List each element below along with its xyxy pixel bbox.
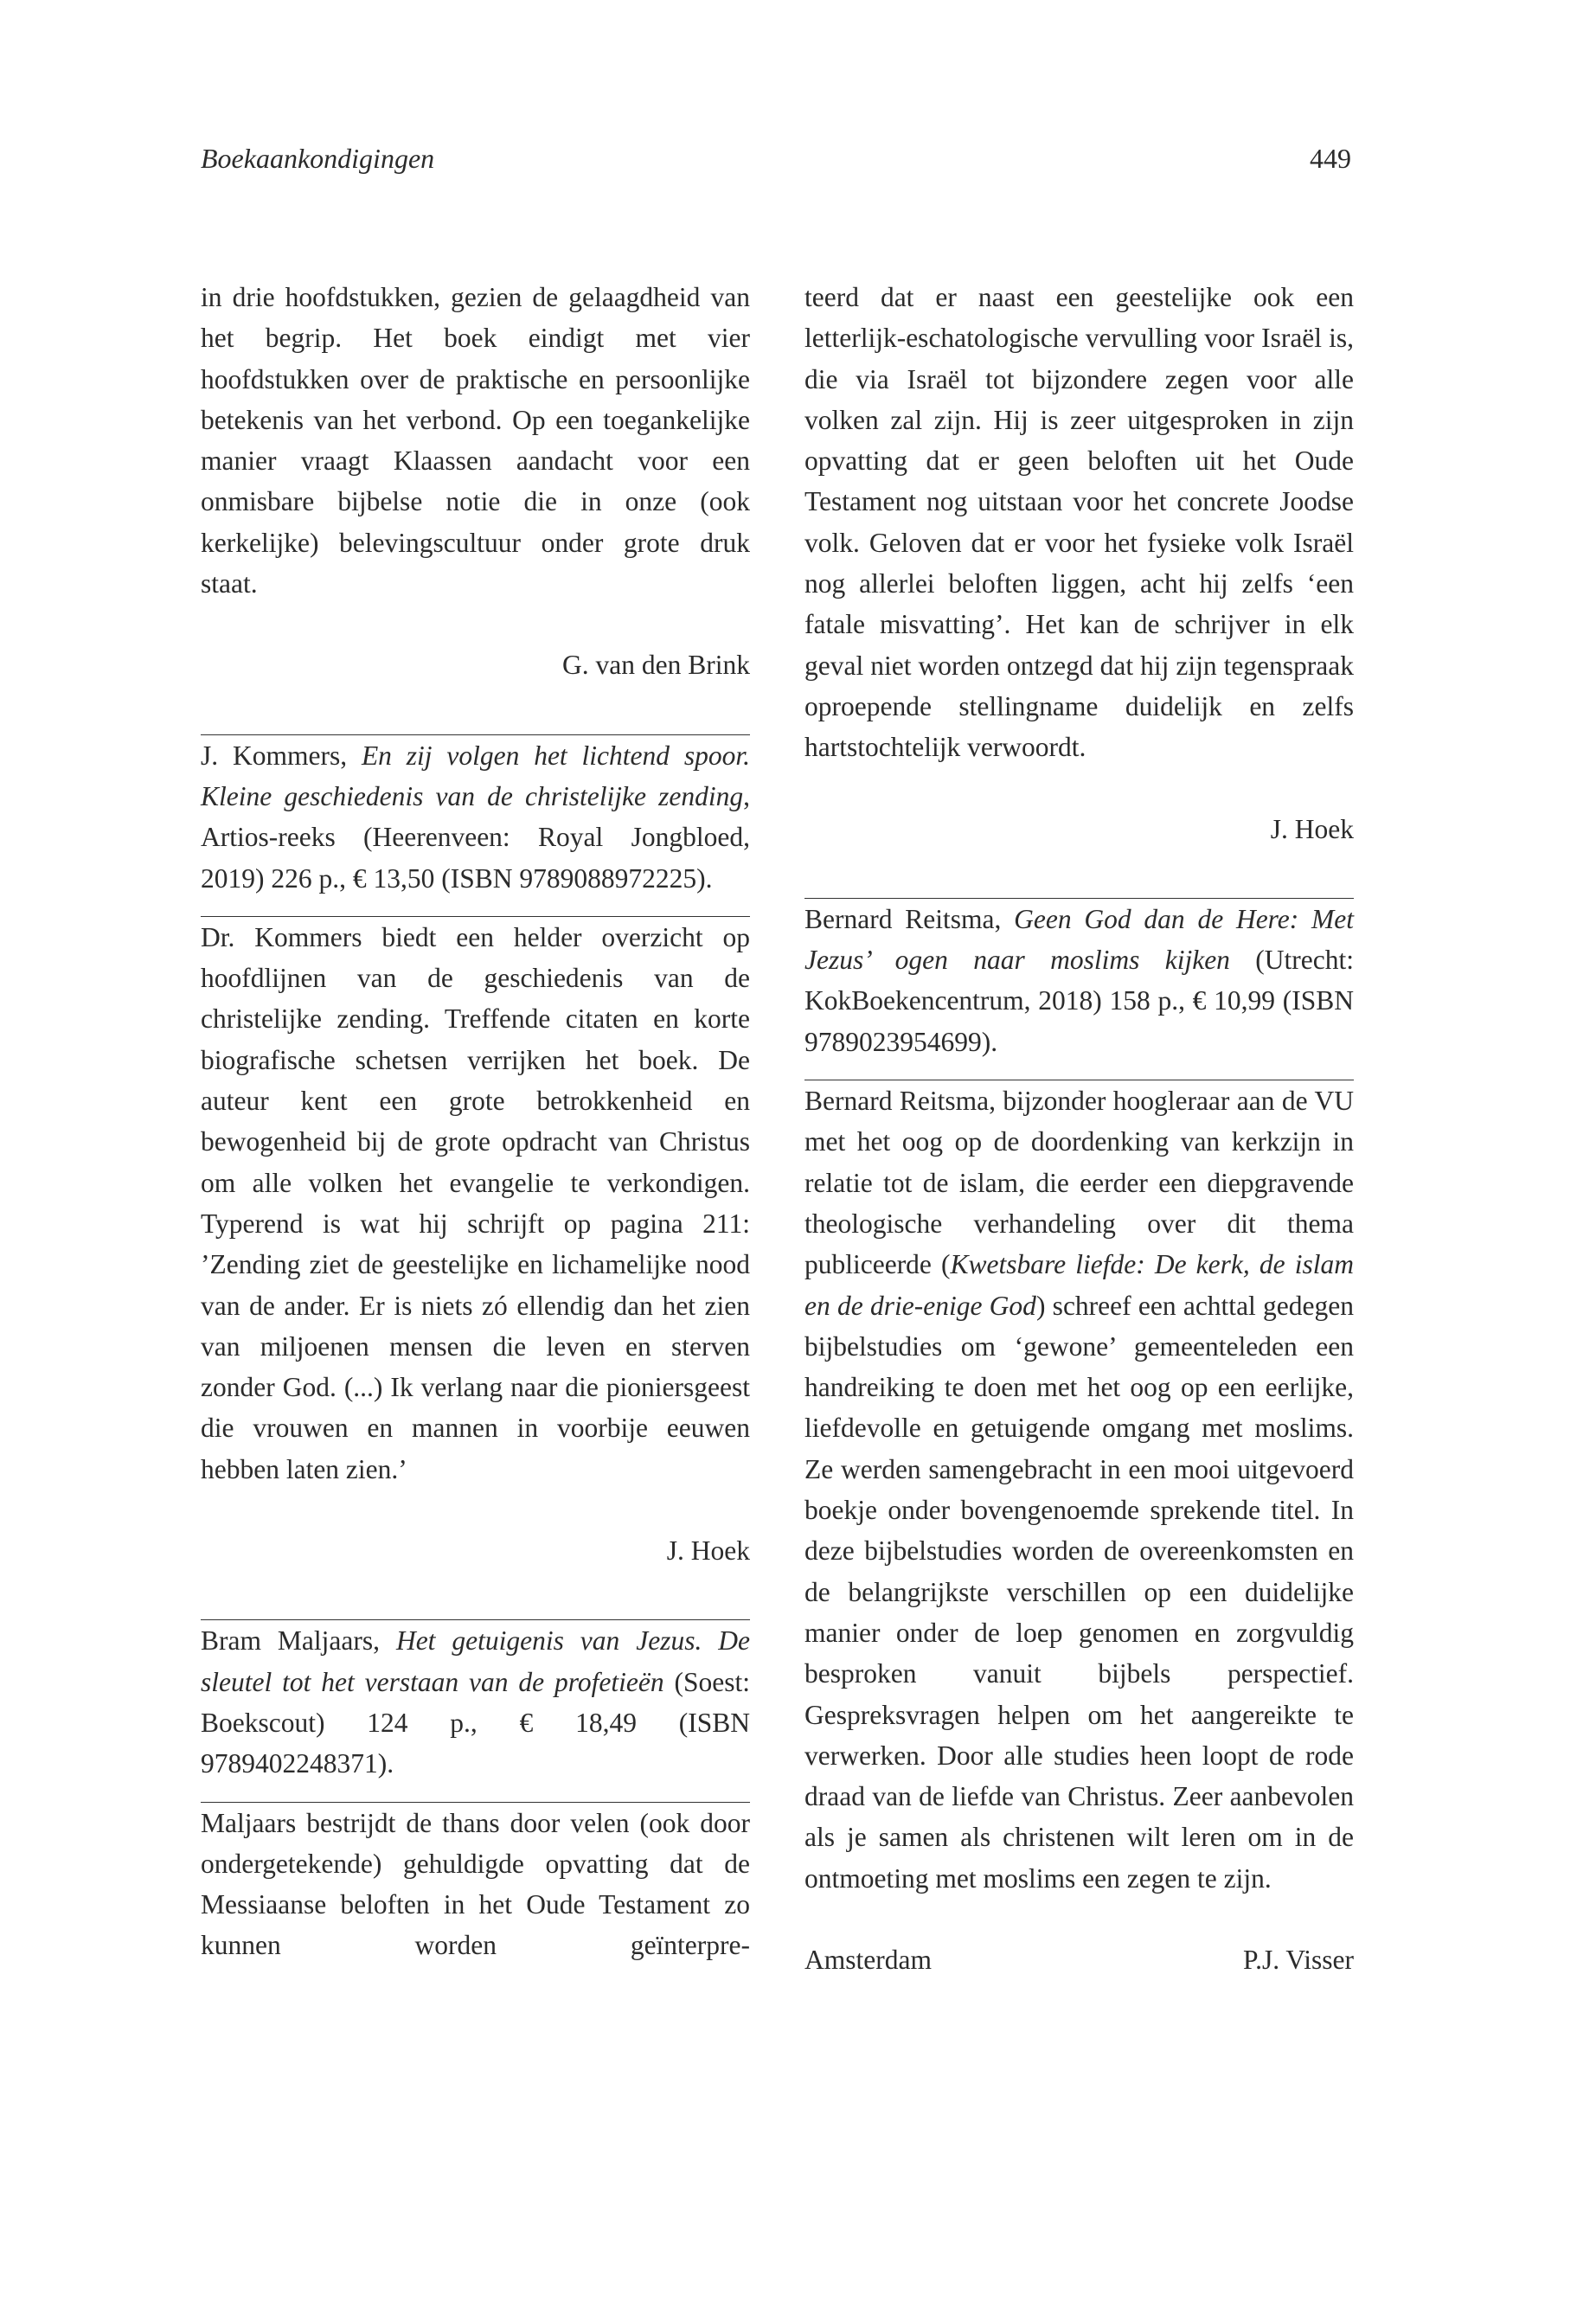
reviewer-place: Amsterdam	[804, 1944, 932, 1975]
reviewer-signature: J. Hoek	[1270, 813, 1354, 844]
right-column	[804, 277, 1354, 1980]
running-title: Boekaankondigingen	[201, 143, 435, 174]
book-author: J. Kommers,	[201, 740, 362, 771]
bibliographic-entry	[201, 1620, 750, 1784]
review-continuation-text: in drie hoofdstukken, gezien de gelaagdheid van het begrip. Het boek eindigt met vier hoofdstukken over de praktische en persoonlijke betekenis van het verbond. Op een toegankelijke manier vraagt Klaassen aandacht voor een onmisbare bijbelse notie die in onze (ook kerkelijke) belevingscultuur onder grote druk staat.	[201, 282, 750, 599]
review-text: Maljaars bestrijdt de thans door velen (ook door ondergetekende) gehuldigde opvatting dat de Messiaanse beloften in het Oude Testament zo kunnen worden geïnterpre-	[201, 1807, 750, 1961]
reviewer-signature: G. van den Brink	[562, 650, 750, 681]
reviewer-signature: J. Hoek	[666, 1535, 750, 1567]
page-number: 449	[1310, 143, 1351, 174]
review-text-part: ) schreef een achttal gedegen bijbelstudies om ‘gewone’ gemeenteleden een handreiking te doen met het oog op een eerlijke, liefdevolle en getuigende omgang met moslims. Ze werden samengebracht in een mooi uitgevoerd boekje onder bovengenoemde sprekende titel. In deze bijbelstudies worden de overeenkomsten en de belangrijkste verschillen op een duidelijke manier onder de loep genomen en zorgvuldig besproken vanuit bijbels perspectief. Gespreksvragen helpen om het aangereikte te verwerken. Door alle studies heen loopt de rode draad van de liefde van Christus. Zeer aanbevolen als je samen als christenen wilt leren om in de ontmoeting met moslims een zegen te zijn.	[804, 1290, 1354, 1894]
reviewer-signature: P.J. Visser	[1243, 1944, 1354, 1975]
review-text	[804, 1080, 1354, 1899]
left-column	[201, 277, 750, 1966]
page-header	[201, 138, 1351, 178]
cited-book-title: Kwetsbare liefde: De kerk, de islam en de drie-enige God	[804, 1249, 1354, 1321]
book-details: , Artios-reeks (Heerenveen: Royal Jongbloed, 2019) 226 p., € 13,50 (ISBN 9789088972225).	[201, 780, 750, 894]
bibliographic-entry	[201, 735, 750, 899]
review-text-part: Bernard Reitsma, bijzonder hoogleraar aan de VU met het oog op de doordenking van kerkzijn in relatie tot de islam, die eerder een diepgravende theologische verhandeling over dit thema publiceerde (	[804, 1086, 1354, 1280]
book-details: (Soest: Boekscout) 124 p., € 18,49 (ISBN 9789402248371).	[201, 1666, 750, 1779]
review-continuation-text: teerd dat er naast een geestelijke ook een letterlijk-eschatologische vervulling voor Israël is, die via Israël tot bijzondere zegen voor alle volken zal zijn. Hij is zeer uitgesproken in zijn opvatting dat er geen beloften uit het Oude Testament nog uitstaan voor het concrete Joodse volk. Geloven dat er voor het fysieke volk Israël nog allerlei beloften liggen, acht hij zelfs ‘een fatale misvatting’. Het kan de schrijver in elk geval niet worden ontzegd dat hij zijn tegenspraak oproepende stellingname duidelijk en zelfs hartstochtelijk verwoordt.	[804, 282, 1354, 763]
book-author: Bernard Reitsma,	[804, 903, 1015, 934]
book-title: En zij volgen het lichtend spoor. Kleine geschiedenis van de christelijke zending	[201, 740, 750, 811]
review-text: Dr. Kommers biedt een helder overzicht op hoofdlijnen van de geschiedenis van de christelijke zending. Treffende citaten en korte biografische schetsen verrijken het boek. De auteur kent een grote betrokkenheid en bewogenheid bij de grote opdracht van Christus om alle volken het evangelie te verkondigen. Typerend is wat hij schrijft op pagina 211: ’Zending ziet de geestelijke en lichamelijke nood van de ander. Er is niets zó ellendig dan het zien van miljoenen mensen die leven en sterven zonder God. (...) Ik verlang naar die pioniersgeest die vrouwen en mannen in voorbije eeuwen hebben laten zien.’	[201, 921, 750, 1484]
place-and-signature	[804, 1939, 1354, 1980]
book-title: Het getuigenis van Jezus. De sleutel tot het verstaan van de profetieën	[201, 1625, 750, 1697]
book-title: Geen God dan de Here: Met Jezus’ ogen naar moslims kijken	[804, 903, 1354, 976]
bibliographic-entry	[804, 899, 1354, 1062]
book-details: (Utrecht: KokBoekencentrum, 2018) 158 p., € 10,99 (ISBN 9789023954699).	[804, 945, 1354, 1057]
book-author: Bram Maljaars,	[201, 1625, 396, 1657]
